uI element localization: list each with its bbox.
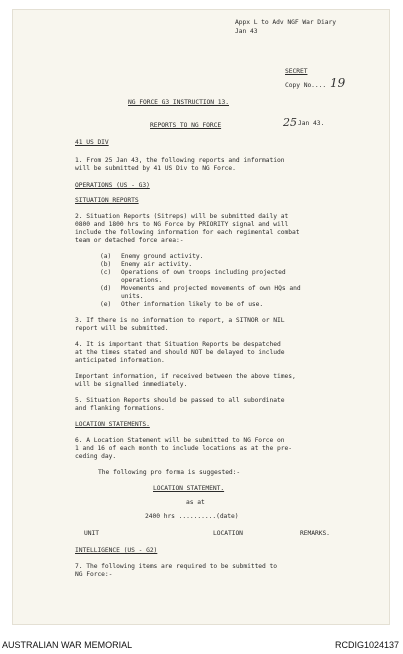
copy-number-handwritten: 19 (330, 76, 346, 90)
subject-title: REPORTS TO NG FORCE (150, 122, 222, 129)
appendix-reference: Appx L to Adv NGF War Diary (235, 19, 337, 26)
pro-forma-col-location: LOCATION (213, 530, 243, 537)
para-4-line-1: 4. It is important that Situation Reports be despatched (75, 341, 281, 348)
addressee-unit: 41 US DIV (75, 139, 109, 146)
pro-forma-intro: The following pro forma is suggested:- (98, 469, 241, 476)
para-3-line-2: report will be submitted. (75, 325, 169, 332)
para-3-line-1: 3. If there is no information to report, a SITNOR or NIL (75, 317, 285, 324)
para-2-line-3: include the following information for each regimental combat (75, 229, 300, 236)
location-statements-heading: LOCATION STATEMENTS. (75, 421, 150, 428)
item-c-text-line-1: Operations of own troops including projected (121, 269, 286, 276)
security-classification: SECRET (285, 68, 308, 75)
item-a-text: Enemy ground activity. (121, 253, 204, 260)
para-2-line-1: 2. Situation Reports (Sitreps) will be submitted daily at (75, 213, 289, 220)
copy-number-label: Copy No.... (285, 82, 327, 89)
para-2-line-4: team or detached force area:- (75, 237, 184, 244)
handwritten-date-day: 25 (283, 116, 297, 129)
para-6-line-2: 1 and 16 of each month to include locations as at the pre- (75, 445, 292, 452)
item-c-text-line-2: operations. (121, 277, 163, 284)
item-d-text-line-2: units. (121, 293, 144, 300)
para-1-line-1: 1. From 25 Jan 43, the following reports and information (75, 157, 285, 164)
para-4-line-3: anticipated information. (75, 357, 165, 364)
appendix-date: Jan 43 (235, 28, 258, 35)
para-6-line-3: ceding day. (75, 453, 117, 460)
item-d-text-line-1: Movements and projected movements of own HQs and (121, 285, 301, 292)
pro-forma-col-remarks: REMARKS. (300, 530, 330, 537)
instruction-title: NG FORCE G3 INSTRUCTION 13. (128, 99, 230, 106)
pro-forma-time-line: 2400 hrs ..........(date) (145, 513, 239, 520)
para-2-line-2: 0800 and 1800 hrs to NG Force by PRIORITY signal and will (75, 221, 289, 228)
archive-record-id: RCDIG1024137 (334, 640, 399, 650)
pro-forma-col-unit: UNIT (84, 530, 99, 537)
typed-date: Jan 43. (298, 120, 325, 127)
para-4b-line-1: Important information, if received between the above times, (75, 373, 296, 380)
item-b-text: Enemy air activity. (121, 261, 193, 268)
para-5-line-2: and flanking formations. (75, 405, 165, 412)
para-4b-line-2: will be signalled immediately. (75, 381, 188, 388)
archive-credit: AUSTRALIAN WAR MEMORIAL (2, 640, 133, 650)
para-4-line-2: at the times stated and should NOT be delayed to include (75, 349, 285, 356)
pro-forma-title: LOCATION STATEMENT. (153, 485, 225, 492)
sitreps-heading: SITUATION REPORTS (75, 197, 139, 204)
pro-forma-as-at: as at (186, 499, 205, 506)
para-7-line-2: NG Force:- (75, 571, 113, 578)
item-d-label: (d) (100, 285, 112, 292)
item-e-label: (e) (100, 301, 112, 308)
para-6-line-1: 6. A Location Statement will be submitted to NG Force on (75, 437, 285, 444)
item-b-label: (b) (100, 261, 112, 268)
item-c-label: (c) (100, 269, 112, 276)
intelligence-heading: INTELLIGENCE (US - G2) (75, 547, 158, 554)
para-5-line-1: 5. Situation Reports should be passed to all subordinate (75, 397, 285, 404)
para-7-line-1: 7. The following items are required to be submitted to (75, 563, 278, 570)
item-a-label: (a) (100, 253, 112, 260)
operations-heading: OPERATIONS (US - G3) (75, 182, 150, 189)
para-1-line-2: will be submitted by 41 US Div to NG Force. (75, 165, 236, 172)
item-e-text: Other information likely to be of use. (121, 301, 264, 308)
